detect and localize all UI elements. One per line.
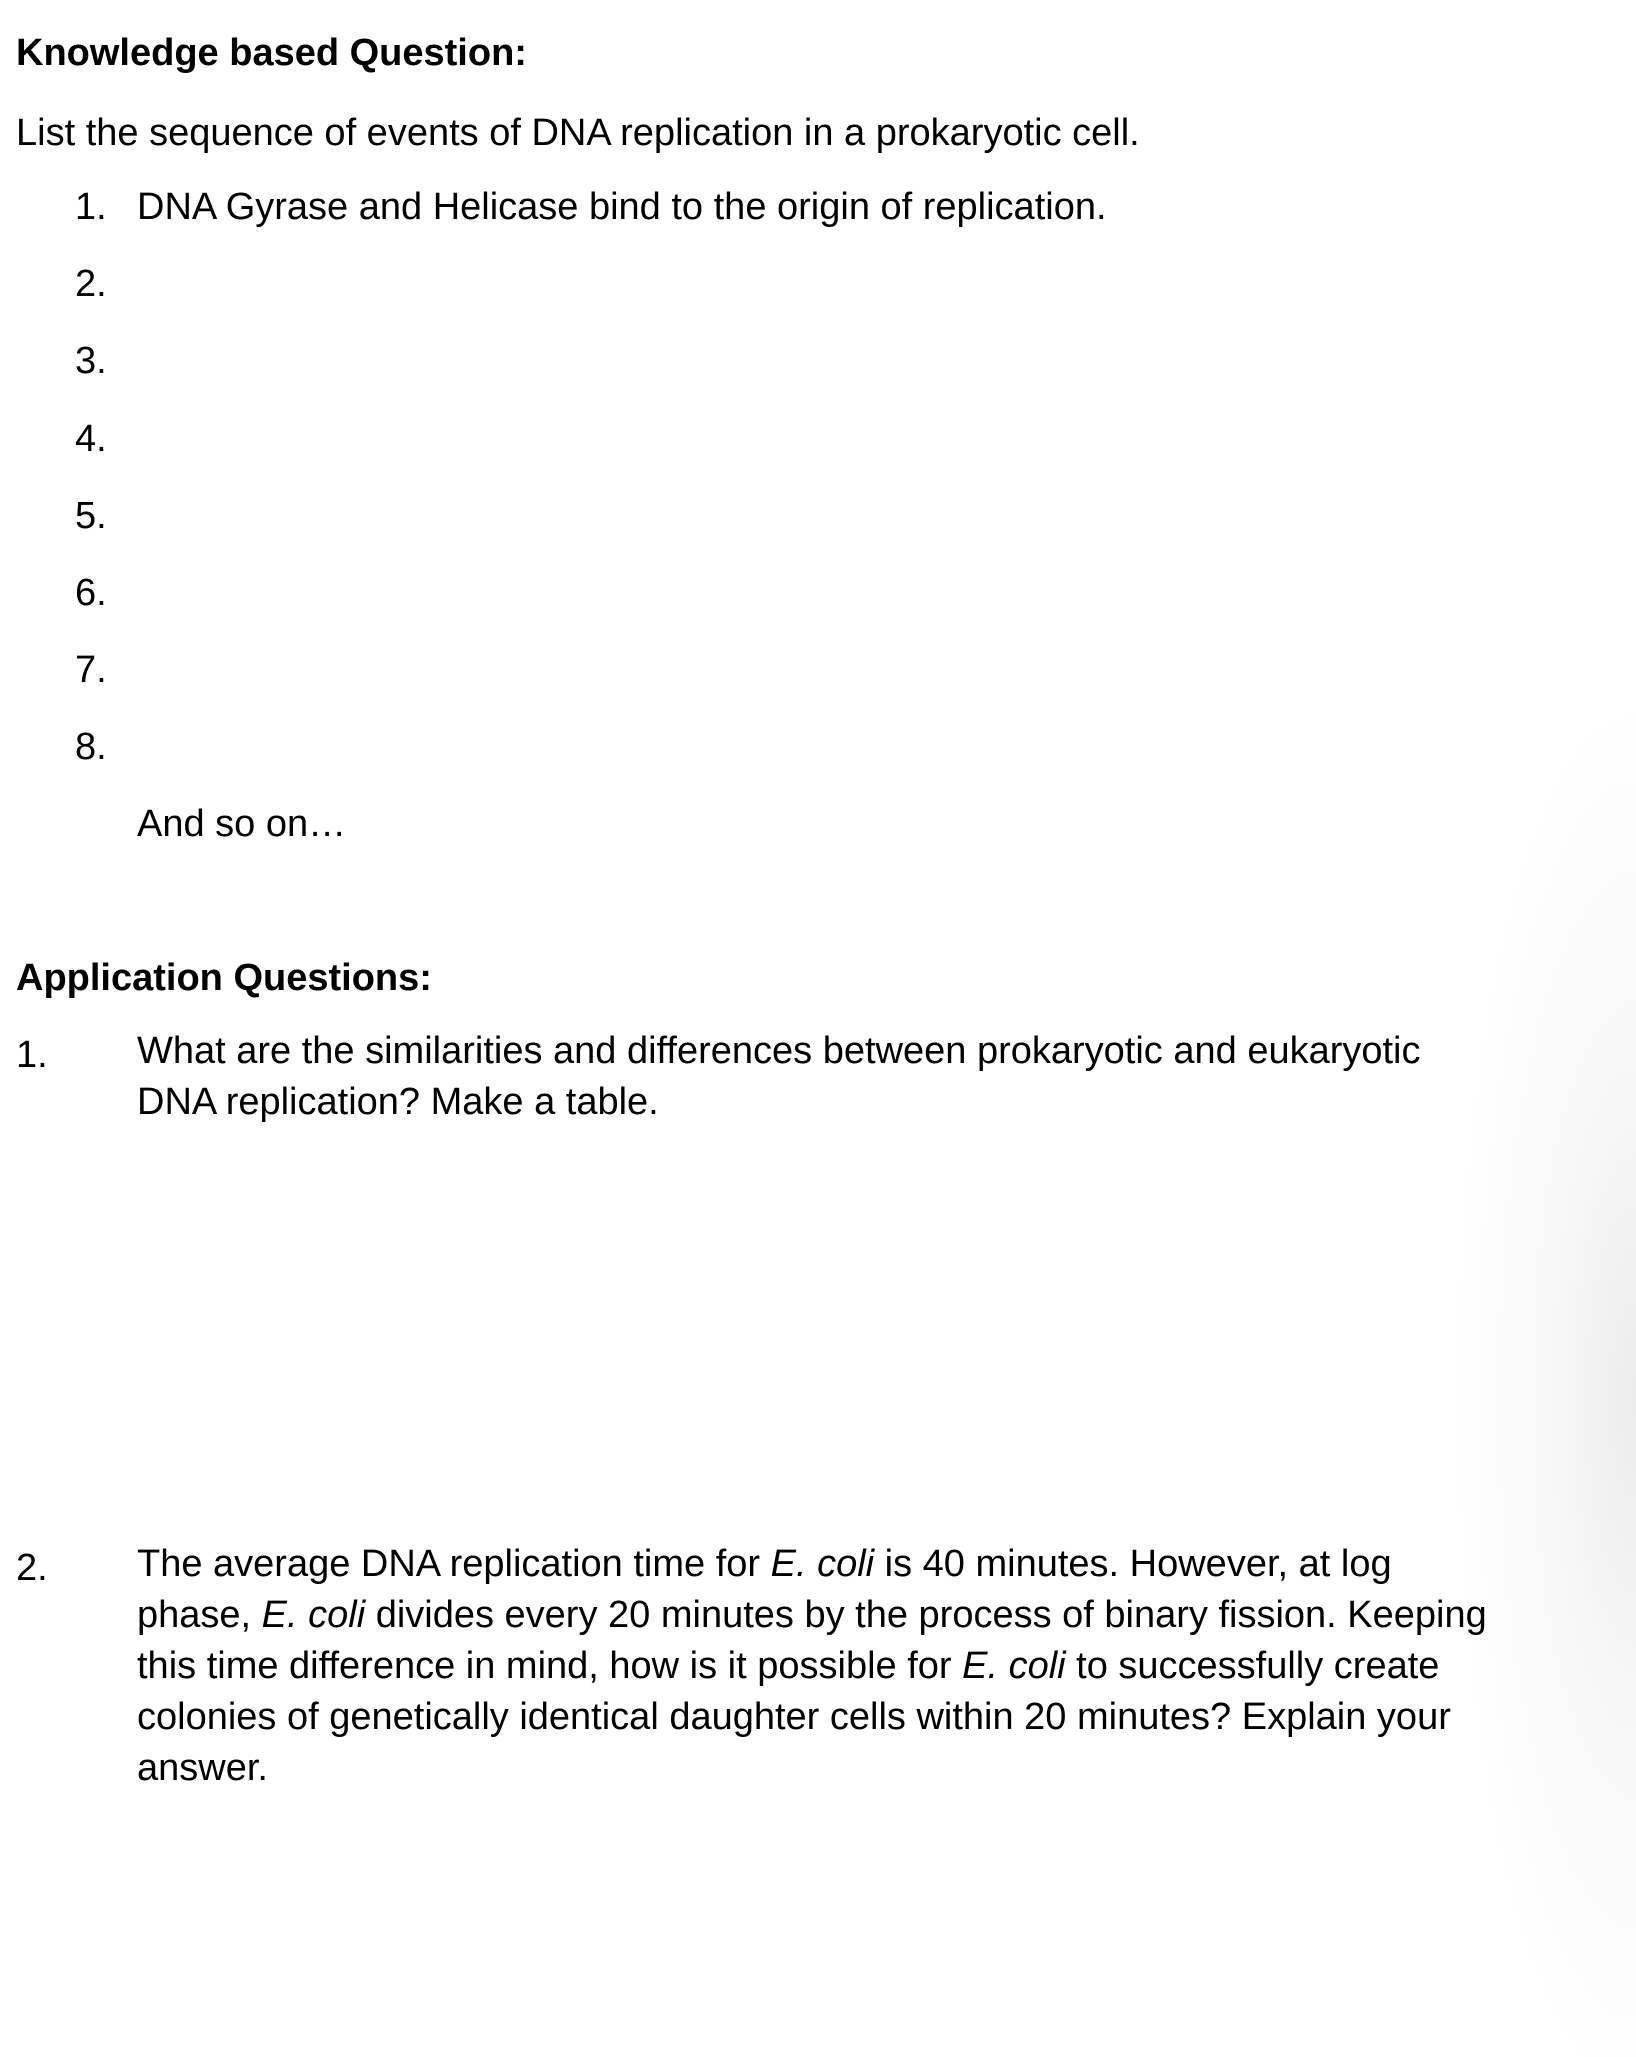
text-run: this time difference in mind, how is it possible for [137, 1645, 963, 1687]
list-item-number: 5. [75, 495, 107, 537]
text-run: The average DNA replication time for [137, 1543, 771, 1585]
list-item-number: 6. [75, 572, 107, 614]
question-line: answer. [137, 1747, 268, 1789]
question-line: What are the similarities and differences between prokaryotic and eukaryotic [137, 1030, 1421, 1072]
question-line: DNA replication? Make a table. [137, 1081, 659, 1123]
species-name: E. coli [261, 1594, 366, 1636]
list-item-number: 1. [75, 186, 107, 228]
text-run: divides every 20 minutes by the process of binary fission. Keeping [365, 1594, 1487, 1636]
question-line [137, 1641, 1597, 1692]
knowledge-prompt: List the sequence of events of DNA replication in a prokaryotic cell. [16, 112, 1140, 154]
question-line [137, 1590, 1597, 1641]
text-run: to successfully create [1065, 1645, 1440, 1687]
knowledge-heading: Knowledge based Question: [16, 32, 527, 74]
list-item-number: 4. [75, 418, 107, 460]
list-continuation: And so on… [137, 803, 347, 845]
question-line: colonies of genetically identical daughter cells within 20 minutes? Explain your [137, 1696, 1451, 1738]
list-item-number: 2. [75, 263, 107, 305]
question-line [137, 1539, 1597, 1590]
list-item-text: DNA Gyrase and Helicase bind to the origin of replication. [137, 186, 1107, 228]
list-item-number: 3. [75, 340, 107, 382]
question-text [137, 1026, 1597, 1128]
question-number: 2. [16, 1547, 48, 1589]
text-run: phase, [137, 1594, 262, 1636]
species-name: E. coli [770, 1543, 875, 1585]
application-heading: Application Questions: [16, 957, 432, 999]
species-name: E. coli [962, 1645, 1066, 1687]
question-number: 1. [16, 1034, 48, 1076]
list-item-number: 8. [75, 726, 107, 768]
question-text [137, 1539, 1597, 1794]
list-item-number: 7. [75, 649, 107, 691]
text-run: is 40 minutes. However, at log [874, 1543, 1392, 1585]
